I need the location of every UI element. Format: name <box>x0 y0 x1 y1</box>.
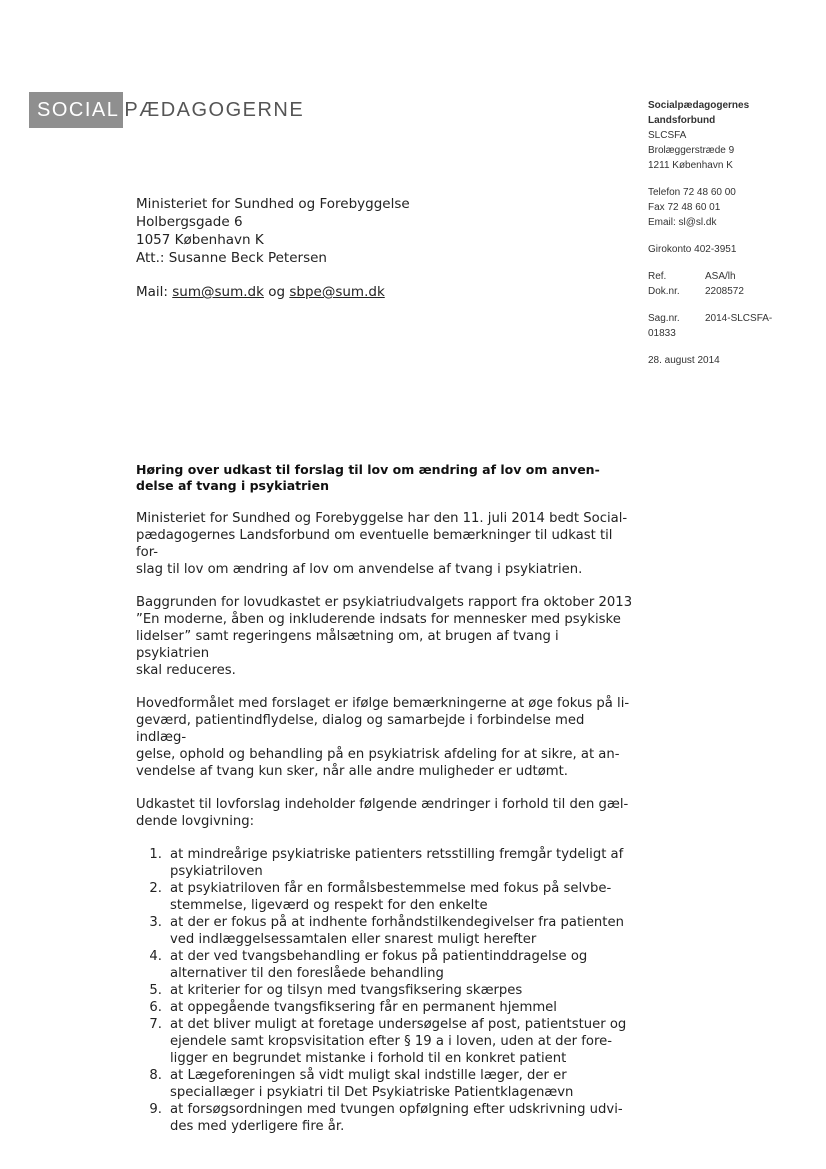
list-item-number: 5. <box>149 983 162 998</box>
paragraph-line: geværd, patientindflydelse, dialog og samarbejde i forbindelse med indlæg- <box>136 713 585 745</box>
list-item <box>136 880 636 914</box>
recipient-line2: Holbergsgade 6 <box>136 214 243 230</box>
mail-link-2[interactable]: sbpe@sum.dk <box>289 284 385 300</box>
org-name-line2: Landsforbund <box>648 115 716 126</box>
sender-info <box>648 98 818 368</box>
paragraph-line: lidelser” samt regeringens målsætning om, at brugen af tvang i psykiatrien <box>136 629 559 661</box>
mail-prefix: Mail: <box>136 284 173 300</box>
mail-link-1[interactable]: sum@sum.dk <box>172 284 264 300</box>
ref-label: Ref. <box>648 271 667 282</box>
paragraph-line: dende lovgivning: <box>136 814 255 829</box>
list-item-line: ejendele samt kropsvisitation efter § 19 a i loven, uden at der fore- <box>170 1034 612 1049</box>
org-giro: Girokonto 402-3951 <box>648 244 737 255</box>
body-paragraph <box>136 594 636 679</box>
list-item <box>136 999 636 1016</box>
body-paragraph <box>136 796 636 830</box>
list-item <box>136 948 636 982</box>
list-item <box>136 846 636 880</box>
list-item-line: at kriterier for og tilsyn med tvangsfiksering skærpes <box>170 983 523 998</box>
paragraph-line: gelse, ophold og behandling på en psykiatrisk afdeling for at sikre, at an- <box>136 747 620 762</box>
sag-label: Sag.nr. <box>648 313 680 324</box>
list-item-number: 8. <box>149 1068 162 1083</box>
paragraph-line: pædagogernes Landsforbund om eventuelle bemærkninger til udkast til for- <box>136 528 613 560</box>
paragraph-line: Baggrunden for lovudkastet er psykiatriudvalgets rapport fra oktober 2013 <box>136 595 633 610</box>
recipient-address <box>136 195 410 301</box>
dok-label: Dok.nr. <box>648 286 680 297</box>
list-item-line: stemmelse, ligeværd og respekt for den enkelte <box>170 898 488 913</box>
list-item-text <box>170 1067 636 1101</box>
letter-date: 28. august 2014 <box>648 355 720 366</box>
paragraph-line: vendelse af tvang kun sker, når alle andre muligheder er udtømt. <box>136 764 568 779</box>
org-code: SLCSFA <box>648 130 687 141</box>
paragraph-line: ”En moderne, åben og inkluderende indsats for mennesker med psykiske <box>136 612 621 627</box>
letter-body <box>136 510 636 1135</box>
org-fax: Fax 72 48 60 01 <box>648 202 721 213</box>
ref-value: ASA/lh <box>705 271 736 282</box>
list-item-number: 3. <box>149 915 162 930</box>
list-item-line: ligger en begrundet mistanke i forhold til en konkret patient <box>170 1051 567 1066</box>
org-street: Brolæggerstræde 9 <box>648 145 735 156</box>
list-item-text <box>170 948 636 982</box>
mail-join: og <box>263 284 290 300</box>
list-item-number: 1. <box>149 847 162 862</box>
list-item <box>136 982 636 999</box>
list-item-number: 9. <box>149 1102 162 1117</box>
subject-line2: delse af tvang i psykiatrien <box>136 478 329 493</box>
org-phone: Telefon 72 48 60 00 <box>648 187 736 198</box>
body-paragraph <box>136 695 636 780</box>
list-item-line: at forsøgsordningen med tvungen opfølgning efter udskrivning udvi- <box>170 1102 623 1117</box>
logo-boxed-text: SOCIAL <box>29 92 123 128</box>
list-item-number: 6. <box>149 1000 162 1015</box>
list-item-text <box>170 846 636 880</box>
logo-text: PÆDAGOGERNE <box>124 98 305 121</box>
list-item-number: 4. <box>149 949 162 964</box>
dok-value: 2208572 <box>705 286 744 297</box>
list-item-line: des med yderligere fire år. <box>170 1119 345 1134</box>
org-email: Email: sl@sl.dk <box>648 217 717 228</box>
list-item-text <box>170 1101 636 1135</box>
list-item <box>136 1016 636 1067</box>
organization-logo <box>29 92 304 128</box>
changes-list <box>136 846 636 1135</box>
sag-value: 2014-SLCSFA- <box>705 313 773 324</box>
paragraph-line: Ministeriet for Sundhed og Forebyggelse har den 11. juli 2014 bedt Social- <box>136 511 628 526</box>
list-item-line: speciallæger i psykiatri til Det Psykiatriske Patientklagenævn <box>170 1085 574 1100</box>
paragraph-line: Hovedformålet med forslaget er ifølge bemærkningerne at øge fokus på li- <box>136 696 630 711</box>
list-item-text <box>170 1016 636 1067</box>
org-name-line1: Socialpædagogernes <box>648 100 750 111</box>
recipient-line1: Ministeriet for Sundhed og Forebyggelse <box>136 196 410 212</box>
list-item-line: at det bliver muligt at foretage undersøgelse af post, patientstuer og <box>170 1017 627 1032</box>
list-item-text <box>170 880 636 914</box>
list-item-line: at psykiatriloven får en formålsbestemmelse med fokus på selvbe- <box>170 881 612 896</box>
dok-row <box>648 284 818 299</box>
list-item-number: 2. <box>149 881 162 896</box>
list-item-line: at oppegående tvangsfiksering får en permanent hjemmel <box>170 1000 557 1015</box>
list-item-number: 7. <box>149 1017 162 1032</box>
list-item <box>136 1101 636 1135</box>
list-item-line: at der ved tvangsbehandling er fokus på patientinddragelse og <box>170 949 588 964</box>
list-item-line: at Lægeforeningen så vidt muligt skal indstille læger, der er <box>170 1068 567 1083</box>
org-city: 1211 København K <box>648 160 733 171</box>
subject-line1: Høring over udkast til forslag til lov om ændring af lov om anven- <box>136 462 600 477</box>
list-item-line: psykiatriloven <box>170 864 263 879</box>
sag-value-cont: 01833 <box>648 328 676 339</box>
list-item-line: at mindreårige psykiatriske patienters retsstilling fremgår tydeligt af <box>170 847 624 862</box>
list-item-line: ved indlæggelsessamtalen eller snarest muligt herefter <box>170 932 537 947</box>
list-item-line: alternativer til den foreslåede behandling <box>170 966 444 981</box>
paragraph-line: skal reduceres. <box>136 663 236 678</box>
ref-row <box>648 269 818 284</box>
list-item-text <box>170 914 636 948</box>
paragraph-line: slag til lov om ændring af lov om anvendelse af tvang i psykiatrien. <box>136 562 583 577</box>
sag-row <box>648 311 818 326</box>
list-item-text <box>170 999 636 1016</box>
letter-subject <box>136 462 626 494</box>
body-paragraph <box>136 510 636 578</box>
body-paragraphs <box>136 510 636 830</box>
list-item <box>136 1067 636 1101</box>
recipient-line3: 1057 København K <box>136 232 264 248</box>
list-item-line: at der er fokus på at indhente forhåndstilkendegivelser fra patienten <box>170 915 624 930</box>
paragraph-line: Udkastet til lovforslag indeholder følgende ændringer i forhold til den gæl- <box>136 797 629 812</box>
list-item <box>136 914 636 948</box>
list-item-text <box>170 982 636 999</box>
recipient-mail-line <box>136 283 410 301</box>
recipient-line4: Att.: Susanne Beck Petersen <box>136 250 327 266</box>
